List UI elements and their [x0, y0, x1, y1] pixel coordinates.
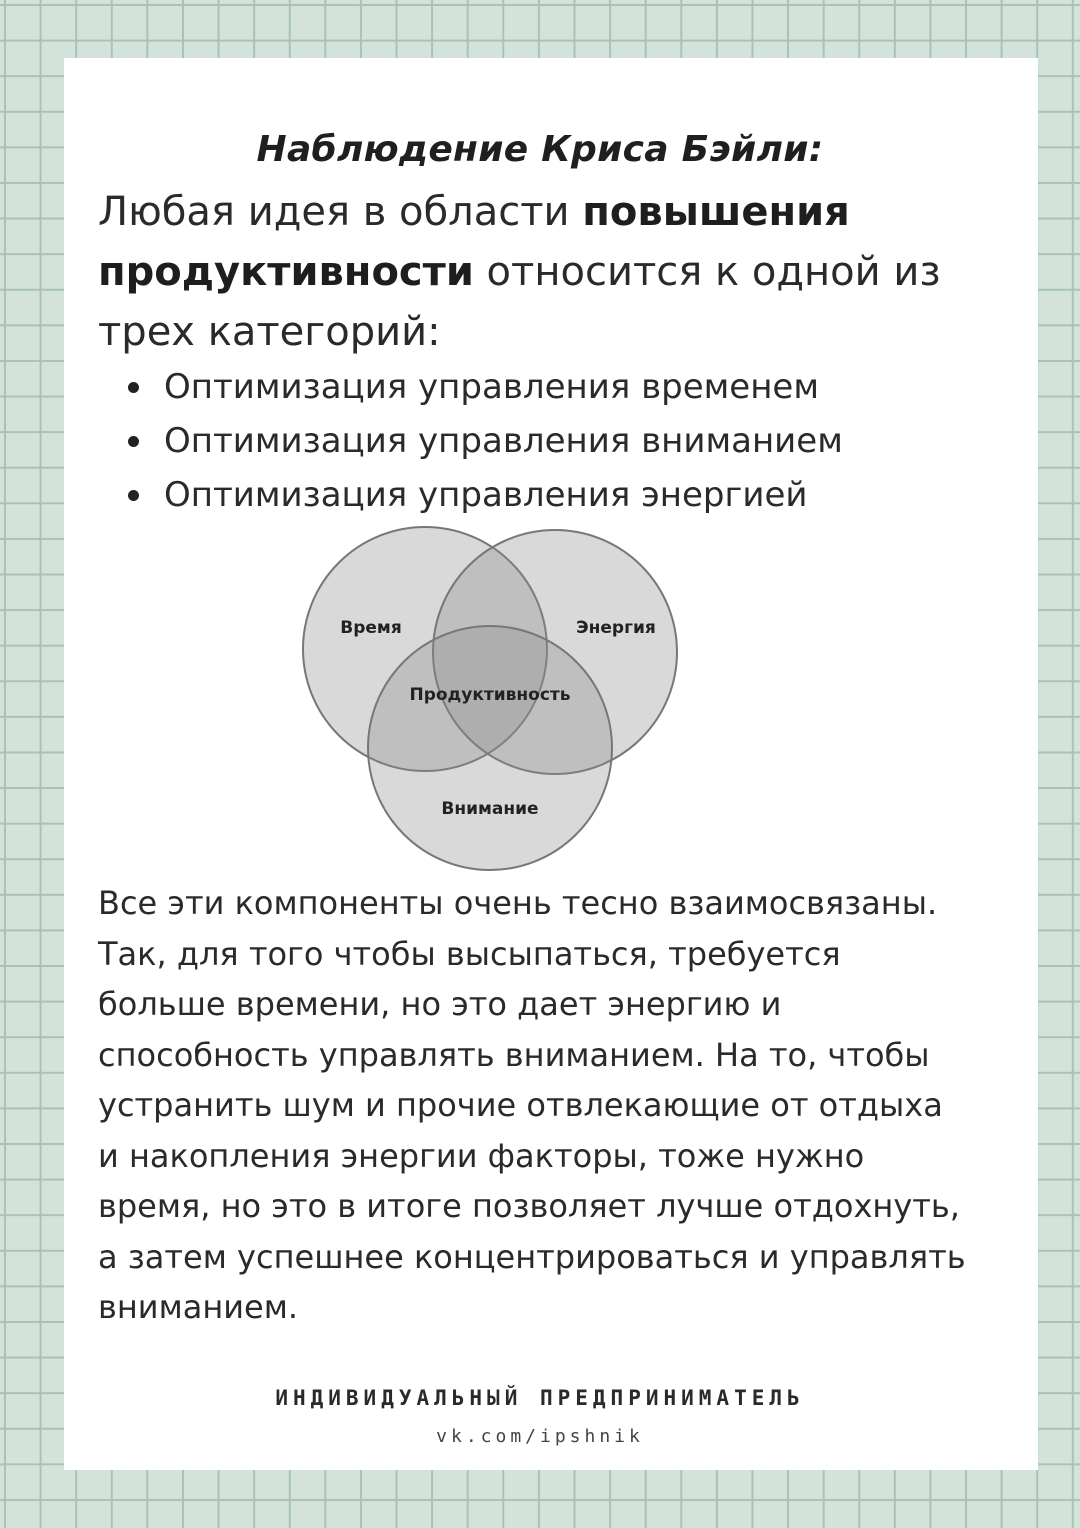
- venn-label-energy: Энергия: [576, 618, 656, 638]
- venn-label-attention: Внимание: [441, 799, 539, 819]
- list-item-text: Оптимизация управления вниманием: [164, 421, 843, 461]
- body-line: больше времени, но это дает энергию и: [98, 985, 782, 1023]
- list-item: [128, 414, 843, 468]
- venn-diagram: [296, 516, 688, 880]
- lead-paragraph: [98, 182, 998, 362]
- venn-label-center: Продуктивность: [409, 685, 571, 705]
- body-paragraph: [98, 878, 1028, 1333]
- footer-url: vk.com/ipshnik: [436, 1426, 644, 1447]
- category-list: [128, 360, 843, 522]
- lead-text-2: относится к одной из: [473, 249, 941, 295]
- body-line: время, но это в итоге позволяет лучше отдохнуть,: [98, 1187, 960, 1225]
- bullet-icon: [128, 490, 139, 501]
- bullet-icon: [128, 382, 139, 393]
- body-line: Так, для того чтобы высыпаться, требуется: [98, 934, 841, 973]
- bullet-icon: [128, 436, 139, 447]
- list-item: [128, 468, 843, 522]
- footer-entrepreneur-label: ИНДИВИДУАЛЬНЫЙ ПРЕДПРИНИМАТЕЛЬ: [275, 1386, 805, 1410]
- lead-text-1: Любая идея в области: [98, 189, 583, 235]
- body-line: устранить шум и прочие отвлекающие от отдыха: [98, 1086, 943, 1124]
- lead-bold-1: повышения: [582, 189, 850, 235]
- body-line: Все эти компоненты очень тесно взаимосвязаны.: [98, 884, 938, 922]
- list-item: [128, 360, 843, 414]
- body-line: а затем успешнее концентрироваться и управлять: [98, 1237, 966, 1276]
- venn-circle-attention: [368, 626, 612, 870]
- body-line: вниманием.: [98, 1288, 299, 1326]
- body-line: способность управлять вниманием. На то, чтобы: [98, 1035, 930, 1074]
- lead-bold-2: продуктивности: [98, 249, 474, 295]
- body-line: и накопления энергии факторы, тоже нужно: [98, 1136, 865, 1175]
- lead-text-3: трех категорий:: [98, 309, 441, 355]
- venn-label-time: Время: [340, 618, 402, 638]
- page-title: Наблюдение Криса Бэйли:: [256, 129, 824, 170]
- list-item-text: Оптимизация управления временем: [164, 367, 819, 407]
- list-item-text: Оптимизация управления энергией: [164, 475, 808, 515]
